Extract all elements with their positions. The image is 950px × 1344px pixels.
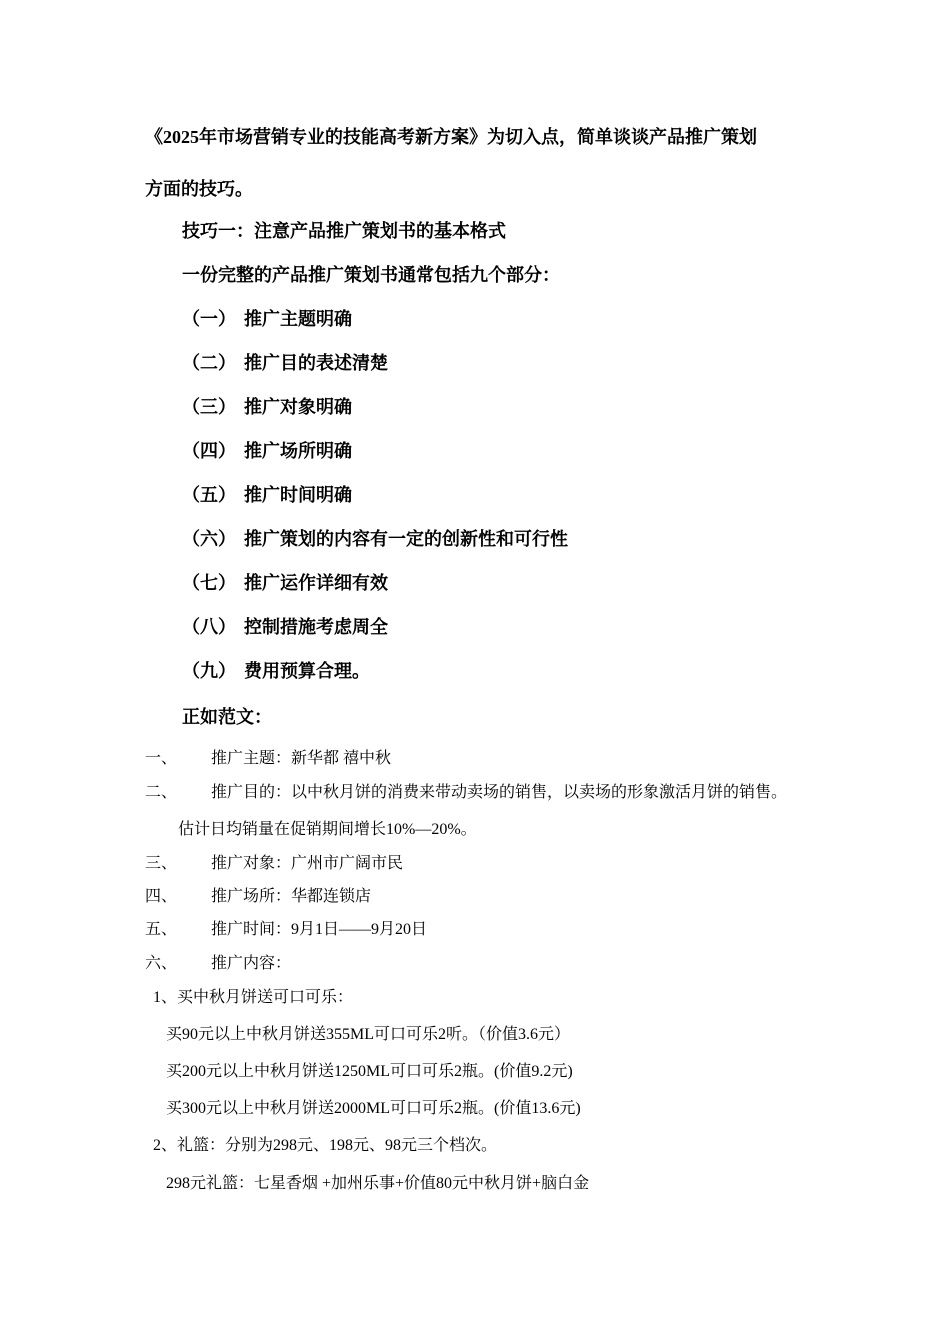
sample-section: [145, 922, 427, 938]
promo1-line: 买200元以上中秋月饼送1250ML可口可乐2瓶。(价值9.2元): [166, 1063, 573, 1080]
list-item: [182, 354, 388, 372]
list-item-text: 推广时间明确: [244, 485, 352, 505]
list-item-text: 推广运作详细有效: [244, 573, 388, 593]
list-item-number: （五）: [182, 485, 236, 505]
section-number: 二、: [145, 784, 178, 801]
section-number: 一、: [145, 750, 178, 767]
sample-section: [145, 889, 371, 905]
sample-section: [145, 856, 403, 872]
list-item-text: 推广主题明确: [244, 309, 352, 329]
intro-line-1: 《2025年市场营销专业的技能高考新方案》为切入点，简单谈谈产品推广策划: [145, 127, 757, 147]
promo1-line: 买300元以上中秋月饼送2000ML可口可乐2瓶。(价值13.6元): [166, 1100, 581, 1117]
section-text: 推广对象：广州市广阔市民: [211, 855, 404, 872]
list-item: [182, 486, 352, 504]
list-item: [182, 662, 370, 680]
section-text: 推广主题：新华都 禧中秋: [211, 750, 392, 767]
intro-line-2: 方面的技巧。: [145, 179, 253, 199]
section-text: 推广目的：以中秋月饼的消费来带动卖场的销售，以卖场的形象激活月饼的销售。: [211, 784, 788, 801]
list-item: [182, 442, 352, 460]
section-number: 三、: [145, 855, 178, 872]
tip1-summary: 一份完整的产品推广策划书通常包括九个部分：: [182, 265, 560, 285]
list-item-number: （八）: [182, 617, 236, 637]
list-item-number: （三）: [182, 397, 236, 417]
section-text: 推广内容：: [211, 955, 292, 972]
promo1-line: 买90元以上中秋月饼送355ML可口可乐2听。（价值3.6元）: [166, 1026, 571, 1043]
list-item-text: 推广目的表述清楚: [244, 353, 388, 373]
list-item-text: 推广场所明确: [244, 441, 352, 461]
sample-section: [145, 785, 787, 801]
list-item-number: （四）: [182, 441, 236, 461]
section-number: 五、: [145, 921, 178, 938]
promo2-line: 298元礼篮：七星香烟 +加州乐事+价值80元中秋月饼+脑白金: [166, 1175, 590, 1192]
sample-section: [145, 956, 291, 972]
example-label: 正如范文：: [182, 707, 272, 727]
list-item: [182, 398, 352, 416]
list-item: [182, 530, 568, 548]
list-item-text: 费用预算合理。: [244, 661, 370, 681]
sample-section: [145, 751, 391, 767]
list-item-text: 推广对象明确: [244, 397, 352, 417]
list-item: [182, 310, 352, 328]
section-number: 四、: [145, 888, 178, 905]
list-item-number: （七）: [182, 573, 236, 593]
list-item-text: 控制措施考虑周全: [244, 617, 388, 637]
promo2-title: 2、礼篮：分别为298元、198元、98元三个档次。: [153, 1137, 498, 1154]
list-item: [182, 574, 388, 592]
list-item-number: （二）: [182, 353, 236, 373]
promo1-title: 1、买中秋月饼送可口可乐：: [153, 989, 354, 1006]
section-number: 六、: [145, 955, 178, 972]
tip1-heading: 技巧一：注意产品推广策划书的基本格式: [182, 221, 506, 241]
list-item-number: （一）: [182, 309, 236, 329]
list-item-number: （六）: [182, 529, 236, 549]
list-item: [182, 618, 388, 636]
estimate-text: 估计日均销量在促销期间增长10%—20%。: [178, 821, 477, 838]
list-item-text: 推广策划的内容有一定的创新性和可行性: [244, 529, 568, 549]
section-text: 推广场所：华都连锁店: [211, 888, 372, 905]
section-text: 推广时间：9月1日——9月20日: [211, 921, 428, 938]
list-item-number: （九）: [182, 661, 236, 681]
